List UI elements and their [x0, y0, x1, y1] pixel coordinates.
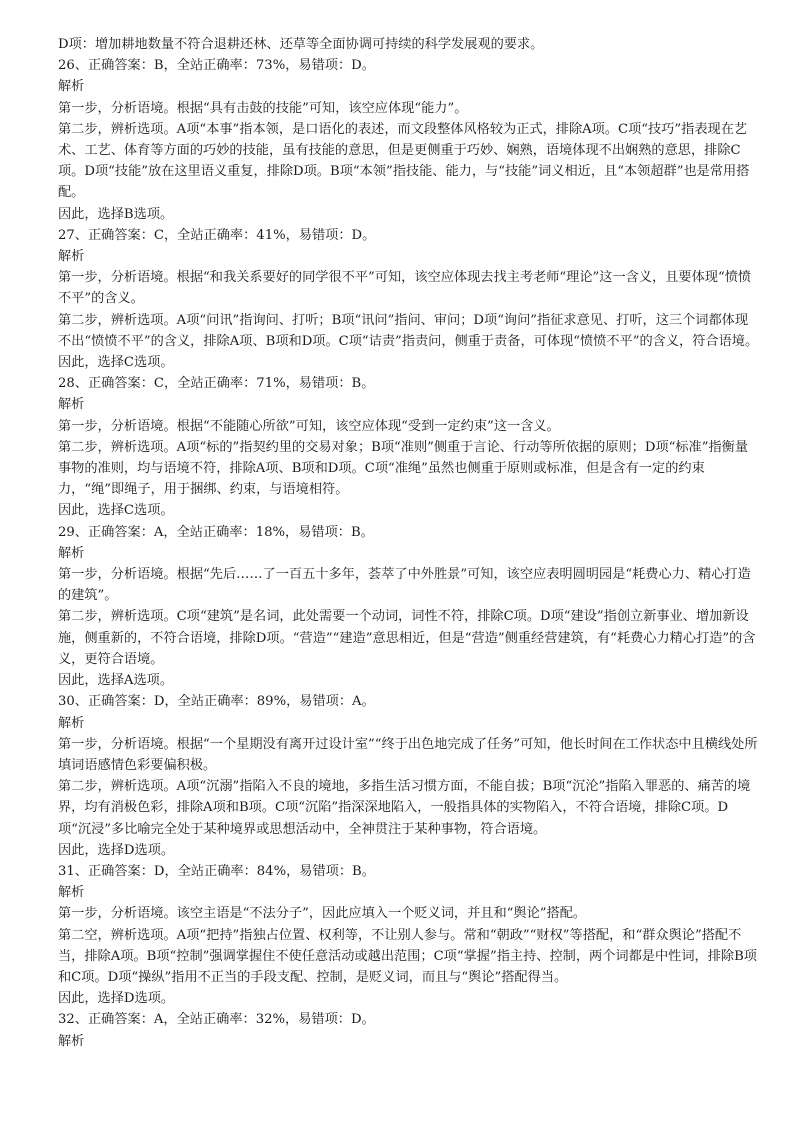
text-line: 第一步，分析语境。根据“先后……了一百五十多年，荟萃了中外胜景”可知，该空应表明圆明园是“耗费心力、精心打造的建筑”。: [58, 567, 751, 604]
text-line: 因此，选择C选项。: [58, 503, 174, 519]
text-line: 第二步，辨析选项。A项“本事”指本领，是口语化的表述，而文段整体风格较为正式，排除A项。C项“技巧”指表现在艺术、工艺、体育等方面的巧妙的技能，虽有技能的意思，但是更侧重于巧妙、娴熟，语境体现不出娴熟的意思，排除C项。D项“技能”放在这里语义重复，排除D项。B项“本领”指技能、能力，与“技能”词义相近，且“本领超群”也是常用搭配。: [58, 121, 750, 201]
text-line: 第一步，分析语境。根据“不能随心所欲”可知，该空应体现“受到一定约束”这一含义。: [58, 418, 560, 434]
text-line: 第二步，辨析选项。A项“沉溺”指陷入不良的境地，多指生活习惯方面，不能自拔；B项“沉沦”指陷入罪恶的、痛苦的境界，均有消极色彩，排除A项和B项。C项“沉陷”指深深地陷入，一般指具体的实物陷入，不符合语境，排除C项。D项“沉浸”多比喻完全处于某种境界或思想活动中，全神贯注于某种事物，符合语境。: [58, 779, 751, 837]
analysis-heading: 解析: [58, 545, 85, 561]
text-line: 因此，选择B选项。: [58, 206, 174, 222]
answer-header: 27、正确答案：C，全站正确率：41%，易错项：D。: [58, 227, 376, 243]
analysis-heading: 解析: [58, 1033, 85, 1049]
answer-header: 31、正确答案：D，全站正确率：84%，易错项：B。: [58, 863, 375, 879]
text-line: 因此，选择D选项。: [58, 991, 175, 1007]
text-line: 因此，选择A选项。: [58, 673, 174, 689]
text-line: 第二空，辨析选项。A项“把持”指独占位置、权利等，不让别人参与。常和“朝政”“财权”等搭配，和“群众舆论”搭配不当，排除A项。B项“控制”强调掌握住不使任意活动或越出范围；C项“掌握”指主持、控制，两个词都是中性词，排除B项和C项。D项“操纵”指用不正当的手段支配、控制，是贬义词，而且与“舆论”搭配得当。: [58, 927, 757, 985]
text-line: 第二步，辨析选项。A项“标的”指契约里的交易对象；B项“准则”侧重于言论、行动等所依据的原则；D项“标准”指衡量事物的准则，均与语境不符，排除A项、B项和D项。C项“准绳”虽然也侧重于原则或标准，但是含有一定的约束力，“绳”即绳子，用于捆绑、约束，与语境相符。: [58, 439, 749, 498]
text-line: 第二步，辨析选项。A项“问讯”指询问、打听；B项“讯问”指问、审问；D项“询问”指征求意见、打听，这三个词都体现不出“愤愤不平”的含义，排除A项、B项和D项。C项“诘责”指责问，侧重于责备，可体现“愤愤不平”的含义，符合语境。: [58, 312, 759, 349]
text-line: 第一步，分析语境。该空主语是“不法分子”，因此应填入一个贬义词，并且和“舆论”搭配。: [58, 906, 587, 922]
analysis-heading: 解析: [58, 249, 85, 265]
text-line: 因此，选择C选项。: [58, 355, 174, 371]
text-line: 第一步，分析语境。根据“具有击鼓的技能”可知，该空应体现“能力”。: [58, 100, 468, 116]
analysis-heading: 解析: [58, 885, 85, 901]
analysis-heading: 解析: [58, 715, 85, 731]
answer-header: 32、正确答案：A，全站正确率：32%，易错项：D。: [58, 1012, 375, 1028]
analysis-heading: 解析: [58, 397, 85, 413]
answer-header: 26、正确答案：B，全站正确率：73%，易错项：D。: [58, 58, 375, 74]
text-line: 因此，选择D选项。: [58, 842, 175, 858]
text-line: 第一步，分析语境。根据“和我关系要好的同学很不平”可知，该空应体现去找主考老师“理论”这一含义，且要体现“愤愤不平”的含义。: [58, 270, 752, 307]
text-line: 第二步，辨析选项。C项“建筑”是名词，此处需要一个动词，词性不符，排除C项。D项“建设”指创立新事业、增加新设施，侧重新的，不符合语境，排除D项。“营造”“建造”意思相近，但是“营造”侧重经营建筑，有“耗费心力精心打造”的含义，更符合语境。: [58, 609, 756, 667]
analysis-heading: 解析: [58, 79, 85, 95]
answer-header: 28、正确答案：C，全站正确率：71%，易错项：B。: [58, 376, 375, 392]
text-line: 第一步，分析语境。根据“一个星期没有离开过设计室”“终于出色地完成了任务”可知，他长时间在工作状态中且横线处所填词语感情色彩要偏积极。: [58, 736, 758, 773]
answer-header: 29、正确答案：A，全站正确率：18%，易错项：B。: [58, 524, 374, 540]
text-line: D项：增加耕地数量不符合退耕还林、还草等全面协调可持续的科学发展观的要求。: [58, 37, 544, 52]
answer-header: 30、正确答案：D，全站正确率：89%，易错项：A。: [58, 694, 375, 710]
